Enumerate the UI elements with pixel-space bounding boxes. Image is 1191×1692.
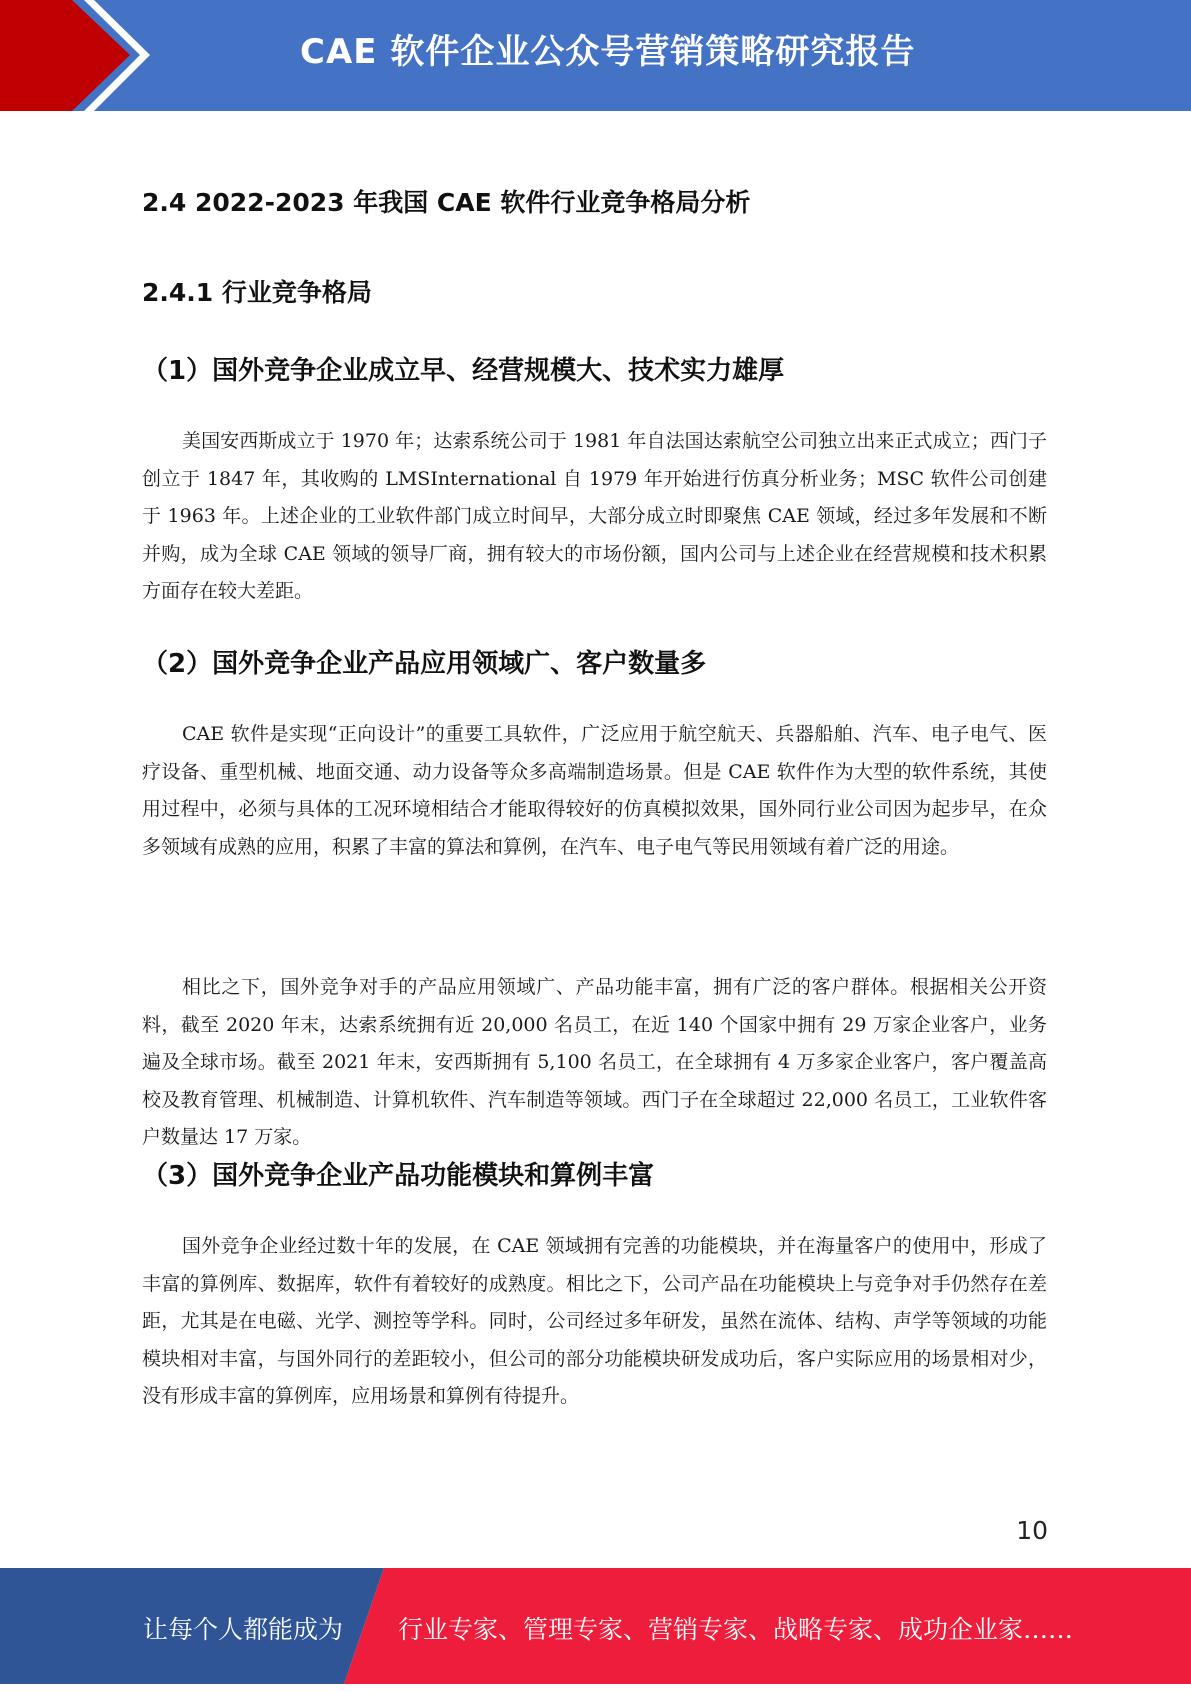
header-chevron-decoration xyxy=(0,0,160,111)
page-header xyxy=(0,0,1191,111)
header-title: CAE 软件企业公众号营销策略研究报告 xyxy=(300,32,916,72)
section-heading-2-4-1: 2.4.1 行业竞争格局 xyxy=(142,278,372,307)
paragraph-3: 相比之下，国外竞争对手的产品应用领域广、产品功能丰富，拥有广泛的客户群体。根据相关公开资料，截至 2020 年末，达索系统拥有近 20,000 名员工，在近 140 个国家中拥有 29 万家企业客户，业务遍及全球市场。截至 2021 年末，安西斯拥有 5,100 名员工，在全球拥有 4 万多家企业客户，客户覆盖高校及教育管理、机械制造、计算机软件、汽车制造等领域。西门子在全球超过 22,000 名员工，工业软件客户数量达 17 万家。 xyxy=(142,976,1047,1148)
page-footer xyxy=(0,1568,1191,1684)
paragraph-4: 国外竞争企业经过数十年的发展，在 CAE 领域拥有完善的功能模块，并在海量客户的使用中，形成了丰富的算例库、数据库，软件有着较好的成熟度。相比之下，公司产品在功能模块上与竞争对手仍然存在差距，尤其是在电磁、光学、测控等学科。同时，公司经过多年研发，虽然在流体、结构、声学等领域的功能模块相对丰富，与国外同行的差距较小，但公司的部分功能模块研发成功后，客户实际应用的场景相对少，没有形成丰富的算例库，应用场景和算例有待提升。 xyxy=(142,1235,1047,1407)
footer-slogan-right: 行业专家、管理专家、营销专家、战略专家、成功企业家…… xyxy=(398,1615,1074,1644)
paragraph-1: 美国安西斯成立于 1970 年；达索系统公司于 1981 年自法国达索航空公司独立出来正式成立；西门子创立于 1847 年，其收购的 LMSInternational 自 1979 年开始进行仿真分析业务；MSC 软件公司创建于 1963 年。上述企业的工业软件部门成立时间早，大部分成立时即聚焦 CAE 领域，经过多年发展和不断并购，成为全球 CAE 领域的领导厂商，拥有较大的市场份额，国内公司与上述企业在经营规模和技术积累方面存在较大差距。 xyxy=(142,430,1047,602)
subheading-3: （3）国外竞争企业产品功能模块和算例丰富 xyxy=(142,1161,655,1191)
subheading-1: （1）国外竞争企业成立早、经营规模大、技术实力雄厚 xyxy=(142,356,785,386)
paragraph-2: CAE 软件是实现“正向设计”的重要工具软件，广泛应用于航空航天、兵器船舶、汽车、电子电气、医疗设备、重型机械、地面交通、动力设备等众多高端制造场景。但是 CAE 软件作为大型的软件系统，其使用过程中，必须与具体的工况环境相结合才能取得较好的仿真模拟效果，国外同行业公司因为起步早，在众多领域有成熟的应用，积累了丰富的算法和算例，在汽车、电子电气等民用领域有着广泛的用途。 xyxy=(142,723,1047,858)
footer-slogan-left: 让每个人都能成为 xyxy=(143,1615,344,1644)
subheading-2: （2）国外竞争企业产品应用领域广、客户数量多 xyxy=(142,649,707,679)
section-heading-2-4: 2.4 2022-2023 年我国 CAE 软件行业竞争格局分析 xyxy=(142,188,751,217)
page-number: 10 xyxy=(1016,1516,1048,1545)
